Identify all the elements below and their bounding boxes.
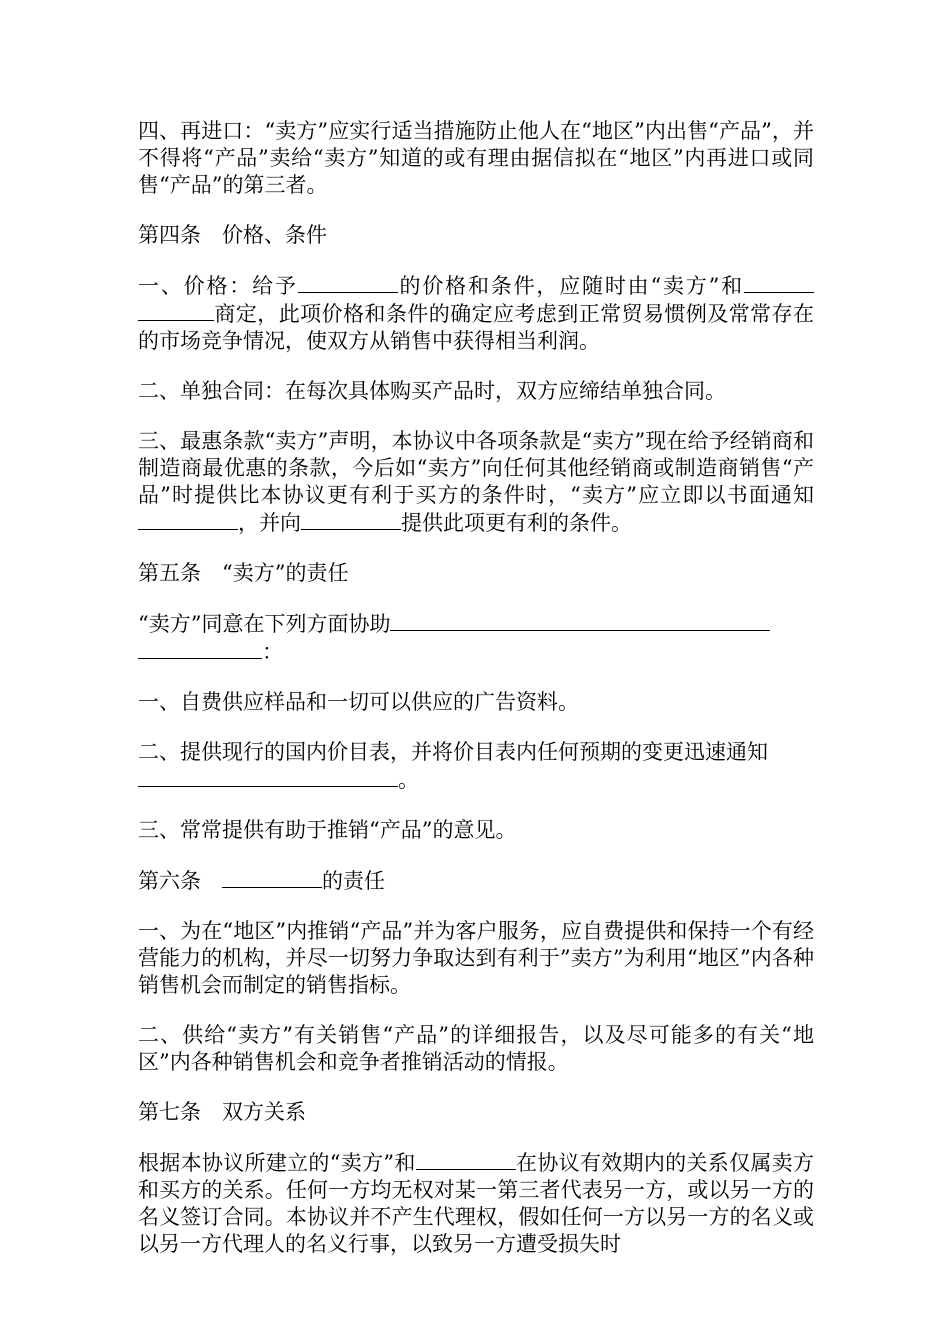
paragraph-reports [138, 1022, 814, 1076]
article-6-heading [138, 867, 814, 895]
article-4-heading [138, 222, 814, 249]
paragraph-organization [138, 918, 814, 999]
paragraph-relationship [138, 1149, 814, 1258]
article-7-heading [138, 1099, 814, 1126]
paragraph-text: 在协议有效期内的关系仅属卖方和买方的关系。任何一方均无权对某一第三者代表另一方，或以另一方的名义签订合同。本协议并不产生代理权，假如任何一方以另一方的名义或以另一方代理人的名义行事，以致另一方遭受损失时 [138, 1151, 814, 1256]
paragraph-text: 一、价格：给予 [138, 274, 298, 298]
paragraph-text: 三、最惠条款“卖方”声明，本协议中各项条款是“卖方”现在给予经销商和制造商最优惠的条款，今后如“卖方”向任何其他经销商或制造商销售“产品”时提供比本协议更有利于买方的条件时，“卖方”应立即以书面通知 [138, 429, 814, 507]
paragraph-advice [138, 817, 814, 844]
heading-text: 第四条 价格、条件 [138, 223, 327, 247]
paragraph-text: 一、自费供应样品和一切可以供应的广告资料。 [138, 690, 579, 714]
paragraph-text: 二、提供现行的国内价目表，并将价目表内任何预期的变更迅速通知 [138, 740, 768, 764]
blank-line [138, 766, 398, 787]
paragraph-text: 提供此项更有利的条件。 [401, 511, 632, 535]
paragraph-text: 一、为在“地区”内推销“产品”并为客户服务，应自费提供和保持一个有经营能力的机构，并尽一切努力争取达到有利于”卖方”为利用“地区”内各种销售机会而制定的销售指标。 [138, 919, 814, 997]
paragraph-text: 根据本协议所建立的“卖方”和 [138, 1151, 416, 1175]
paragraph-text: 商定，此项价格和条件的确定应考虑到正常贸易惯例及常常存在的市场竞争情况，使双方从销售中获得相当利润。 [138, 302, 814, 353]
article-5-heading [138, 560, 814, 587]
document-page [138, 118, 814, 1281]
paragraph-reimport [138, 118, 814, 199]
heading-text: 第七条 双方关系 [138, 1100, 306, 1124]
blank-line [138, 300, 214, 321]
paragraph-text: 四、再进口：“卖方”应实行适当措施防止他人在“地区”内出售“产品”，并不得将“产品”卖给“卖方”知道的或有理由据信拟在“地区”内再进口或同售“产品”的第三者。 [138, 119, 814, 197]
paragraph-text: 二、供给“卖方”有关销售“产品”的详细报告，以及尽可能多的有关“地区”内各种销售机会和竞争者推销活动的情报。 [138, 1023, 814, 1074]
paragraph-text: ，并向 [238, 511, 301, 535]
blank-line [138, 509, 238, 530]
blank-line [416, 1149, 516, 1170]
blank-line [222, 867, 322, 888]
heading-text: 的责任 [322, 869, 385, 893]
heading-text: 第五条 “卖方”的责任 [138, 561, 349, 585]
paragraph-samples [138, 689, 814, 716]
blank-line [301, 509, 401, 530]
paragraph-text: “卖方”同意在下列方面协助 [138, 612, 391, 636]
heading-text: 第六条 [138, 869, 222, 893]
blank-line [298, 272, 398, 293]
paragraph-text: 二、单独合同：在每次具体购买产品时，双方应缔结单独合同。 [138, 379, 726, 403]
blank-line [744, 272, 814, 293]
paragraph-separate-contract [138, 378, 814, 405]
paragraph-text: 三、常常提供有助于推销“产品”的意见。 [138, 818, 517, 842]
paragraph-text: 。 [398, 768, 419, 792]
paragraph-price [138, 272, 814, 355]
paragraph-most-favored [138, 428, 814, 537]
paragraph-text: 的价格和条件，应随时由“卖方”和 [397, 274, 744, 298]
paragraph-text: ： [262, 640, 283, 664]
paragraph-price-list [138, 739, 814, 794]
blank-line [138, 638, 262, 659]
blank-line [390, 610, 770, 631]
paragraph-seller-assist [138, 610, 814, 666]
